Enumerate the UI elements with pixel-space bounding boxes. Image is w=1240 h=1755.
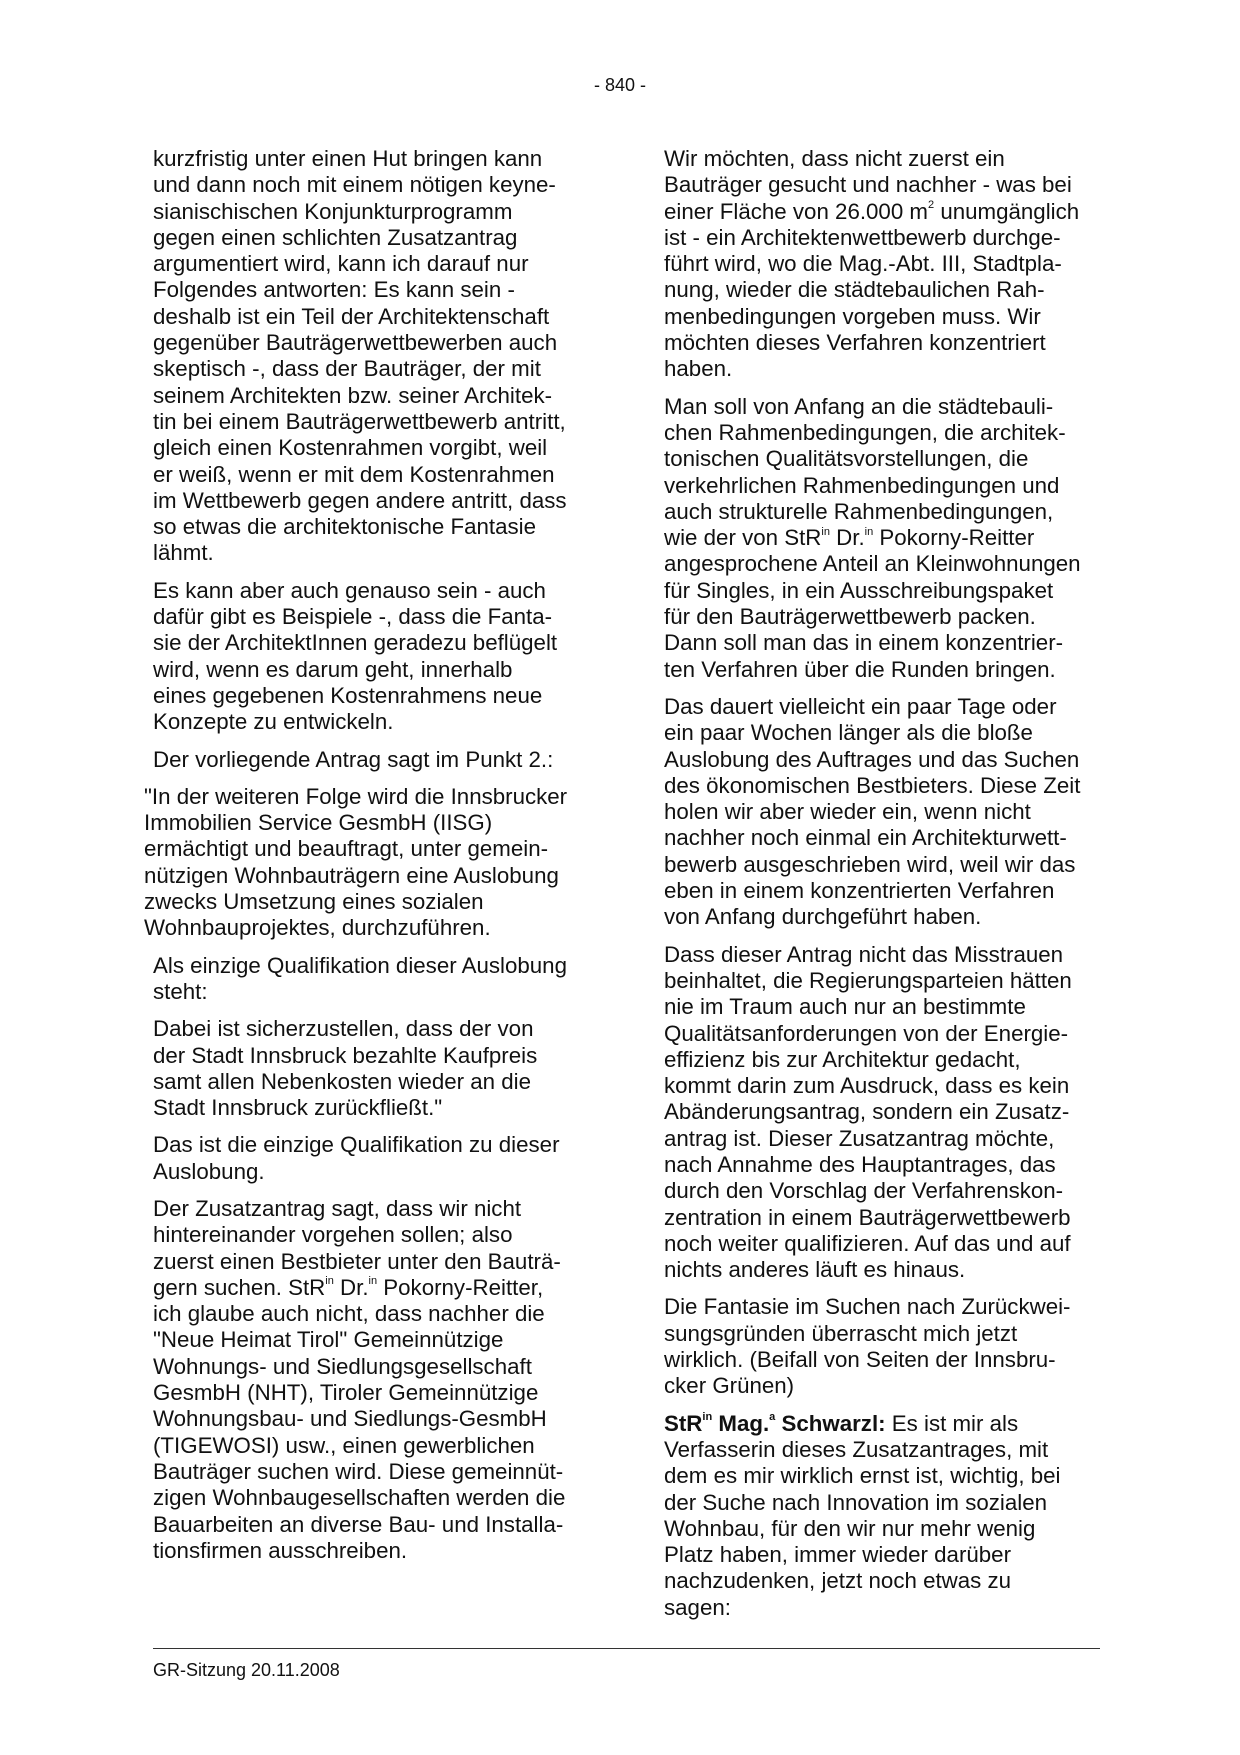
superscript: a bbox=[769, 1411, 776, 1424]
text-line: der Stadt Innsbruck bezahlte Kaufpreis bbox=[153, 1042, 538, 1068]
footer-text: GR-Sitzung 20.11.2008 bbox=[153, 1660, 340, 1680]
paragraph bbox=[153, 1196, 583, 1564]
text-line: Es kann aber auch genauso sein - auch bbox=[153, 577, 546, 603]
paragraph bbox=[664, 694, 1100, 931]
text-line: Abänderungsantrag, sondern ein Zusatz- bbox=[664, 1099, 1070, 1125]
text-line: Wohnbauprojektes, durchzuführen. bbox=[144, 915, 491, 941]
text-line: lähmt. bbox=[153, 540, 214, 566]
text-line: Dann soll man das in einem konzentrier- bbox=[664, 630, 1064, 656]
text-line: Auslobung. bbox=[153, 1158, 265, 1184]
text-line: Als einzige Qualifikation dieser Auslobung bbox=[153, 952, 567, 978]
text-line: Dass dieser Antrag nicht das Misstrauen bbox=[664, 941, 1064, 967]
paragraph bbox=[153, 953, 583, 1006]
text-line: seinem Architekten bzw. seiner Architek- bbox=[153, 382, 553, 408]
paragraph bbox=[664, 942, 1100, 1284]
text-line: nützigen Wohnbauträgern eine Auslobung bbox=[144, 862, 559, 888]
paragraph-rest bbox=[664, 551, 1100, 682]
text-line: möchten dieses Verfahren konzentriert bbox=[664, 330, 1046, 356]
text-line: verkehrlichen Rahmenbedingungen und bbox=[664, 472, 1060, 498]
speaker-name bbox=[664, 1411, 886, 1436]
text-line: so etwas die architektonische Fantasie bbox=[153, 514, 536, 540]
text-line: Verfasserin dieses Zusatzantrages, mit bbox=[664, 1436, 1049, 1462]
text-line: "Neue Heimat Tirol" Gemeinnützige bbox=[153, 1327, 504, 1353]
text-line: auch strukturelle Rahmenbedingungen, bbox=[664, 498, 1054, 524]
paragraph-rest bbox=[664, 225, 1100, 383]
text-line: Man soll von Anfang an die städtebauli- bbox=[664, 393, 1054, 419]
superscript: in bbox=[368, 1275, 378, 1288]
text-line: nung, wieder die städtebaulichen Rah- bbox=[664, 277, 1045, 303]
text-line: sagen: bbox=[664, 1594, 731, 1620]
text-segment: unumgänglich bbox=[934, 198, 1080, 224]
paragraph-rest bbox=[664, 1437, 1100, 1621]
text-line: des ökonomischen Bestbieters. Diese Zeit bbox=[664, 772, 1081, 798]
text-line: Dabei ist sicherzustellen, dass der von bbox=[153, 1016, 534, 1042]
text-line: führt wird, wo die Mag.-Abt. III, Stadtpla- bbox=[664, 251, 1062, 277]
text-line: Konzepte zu entwickeln. bbox=[153, 709, 394, 735]
superscript: in bbox=[864, 525, 874, 538]
text-line: Der vorliegende Antrag sagt im Punkt 2.: bbox=[153, 746, 554, 772]
text-line: deshalb ist ein Teil der Architektenschaft bbox=[153, 303, 550, 329]
text-line: nachzudenken, jetzt noch etwas zu bbox=[664, 1568, 1012, 1594]
text-line: Bauarbeiten an diverse Bau- und Installa- bbox=[153, 1511, 564, 1537]
text-line: skeptisch -, dass der Bauträger, der mit bbox=[153, 356, 541, 382]
text-line: Auslobung des Auftrages und das Suchen bbox=[664, 746, 1080, 772]
text-line: zigen Wohnbaugesellschaften werden die bbox=[153, 1485, 566, 1511]
text-line: Platz haben, immer wieder darüber bbox=[664, 1542, 1012, 1568]
text-line: zentration in einem Bauträgerwettbewerb bbox=[664, 1204, 1071, 1230]
text-line: Das dauert vielleicht ein paar Tage oder bbox=[664, 693, 1057, 719]
text-line: hintereinander vorgehen sollen; also bbox=[153, 1222, 513, 1248]
text-line: Wohnungs- und Siedlungsgesellschaft bbox=[153, 1353, 532, 1379]
text-line: Bauträger gesucht und nachher - was bei bbox=[664, 172, 1072, 198]
text-line: tionsfirmen ausschreiben. bbox=[153, 1537, 408, 1563]
text-line bbox=[664, 525, 1100, 551]
text-line: von Anfang durchgeführt haben. bbox=[664, 904, 982, 930]
paragraph bbox=[153, 1132, 583, 1185]
text-line: effizienz bis zur Architektur gedacht, bbox=[664, 1046, 1021, 1072]
text-line: gegenüber Bauträgerwettbewerben auch bbox=[153, 330, 558, 356]
text-line: tonischen Qualitätsvorstellungen, die bbox=[664, 446, 1029, 472]
text-segment: gern suchen. StR bbox=[153, 1274, 326, 1300]
text-line: beinhaltet, die Regierungsparteien hätten bbox=[664, 967, 1072, 993]
text-segment: Dr. bbox=[829, 525, 865, 551]
text-line: noch weiter qualifizieren. Auf das und auf bbox=[664, 1230, 1071, 1256]
text-line: zuerst einen Bestbieter unter den Bauträ- bbox=[153, 1248, 561, 1274]
text-segment: Pokorny-Reitter, bbox=[377, 1274, 544, 1300]
text-line: argumentiert wird, kann ich darauf nur bbox=[153, 251, 529, 277]
text-line: antrag ist. Dieser Zusatzantrag möchte, bbox=[664, 1125, 1055, 1151]
text-line: (TIGEWOSI) usw., einen gewerblichen bbox=[153, 1432, 535, 1458]
text-line: wirklich. (Beifall von Seiten der Innsbru- bbox=[664, 1347, 1056, 1373]
text-line: "In der weiteren Folge wird die Innsbrucker bbox=[144, 783, 568, 809]
text-line: nichts anderes läuft es hinaus. bbox=[664, 1257, 966, 1283]
text-line: eines gegebenen Kostenrahmens neue bbox=[153, 682, 543, 708]
text-line: eben in einem konzentrierten Verfahren bbox=[664, 878, 1055, 904]
text-line: ten Verfahren über die Runden bringen. bbox=[664, 656, 1056, 682]
text-line: und dann noch mit einem nötigen keyne- bbox=[153, 172, 556, 198]
text-line: kurzfristig unter einen Hut bringen kann bbox=[153, 146, 543, 171]
text-line: sungsgründen überrascht mich jetzt bbox=[664, 1320, 1018, 1346]
text-line: sianischischen Konjunkturprogramm bbox=[153, 198, 513, 224]
superscript: 2 bbox=[928, 199, 935, 212]
text-line: Immobilien Service GesmbH (IISG) bbox=[144, 810, 493, 836]
paragraph bbox=[153, 146, 583, 567]
text-line: Bauträger suchen wird. Diese gemeinnüt- bbox=[153, 1458, 564, 1484]
paragraph bbox=[153, 1016, 583, 1121]
text-line bbox=[664, 1411, 1100, 1437]
paragraph bbox=[153, 578, 583, 736]
text-line bbox=[153, 1275, 583, 1301]
text-line: nach Annahme des Hauptantrages, das bbox=[664, 1151, 1056, 1177]
text-line: Wohnbau, für den wir nur mehr wenig bbox=[664, 1515, 1036, 1541]
text-line: kommt darin zum Ausdruck, dass es kein bbox=[664, 1073, 1070, 1099]
text-line: menbedingungen vorgeben muss. Wir bbox=[664, 303, 1041, 329]
left-column bbox=[144, 146, 583, 1575]
text-line: ist - ein Architektenwettbewerb durchge- bbox=[664, 224, 1061, 250]
page-number: - 840 - bbox=[593, 75, 647, 95]
text-line: Der Zusatzantrag sagt, dass wir nicht bbox=[153, 1195, 522, 1221]
paragraph bbox=[153, 747, 583, 773]
text-line: holen wir aber wieder ein, wenn nicht bbox=[664, 799, 1031, 825]
superscript: in bbox=[821, 525, 830, 538]
text-line: zwecks Umsetzung eines sozialen bbox=[144, 889, 484, 915]
text-segment: Pokorny-Reitter bbox=[873, 525, 1035, 551]
text-line: angesprochene Anteil an Kleinwohnungen bbox=[664, 551, 1081, 577]
text-line: nie im Traum auch nur an bestimmte bbox=[664, 994, 1026, 1020]
text-line: Das ist die einzige Qualifikation zu dieser bbox=[153, 1132, 560, 1158]
text-line: ich glaube auch nicht, dass nachher die bbox=[153, 1301, 545, 1327]
superscript: in bbox=[702, 1411, 713, 1424]
text-line: wird, wenn es darum geht, innerhalb bbox=[153, 656, 513, 682]
paragraph bbox=[664, 1294, 1100, 1399]
text-line: bewerb ausgeschrieben wird, weil wir das bbox=[664, 851, 1076, 877]
text-line: der Suche nach Innovation im sozialen bbox=[664, 1489, 1047, 1515]
text-line: ermächtigt und beauftragt, unter gemein- bbox=[144, 836, 549, 862]
text-line: Die Fantasie im Suchen nach Zurückwei- bbox=[664, 1294, 1071, 1320]
text-line: gegen einen schlichten Zusatzantrag bbox=[153, 224, 518, 250]
text-line: cker Grünen) bbox=[664, 1373, 795, 1399]
text-line: durch den Vorschlag der Verfahrenskon- bbox=[664, 1178, 1064, 1204]
text-line: er weiß, wenn er mit dem Kostenrahmen bbox=[153, 461, 555, 487]
text-line: gleich einen Kostenrahmen vorgibt, weil bbox=[153, 435, 548, 461]
text-segment: Schwarzl: bbox=[775, 1410, 886, 1436]
text-line: chen Rahmenbedingungen, die architek- bbox=[664, 419, 1066, 445]
text-line: ein paar Wochen länger als die bloße bbox=[664, 720, 1033, 746]
text-line: im Wettbewerb gegen andere antritt, dass bbox=[153, 487, 567, 513]
right-column bbox=[664, 146, 1100, 1632]
text-line: steht: bbox=[153, 978, 208, 1004]
superscript: in bbox=[325, 1275, 334, 1288]
quoted-paragraph bbox=[144, 783, 583, 942]
text-line: Wir möchten, dass nicht zuerst ein bbox=[664, 146, 1005, 171]
text-line: Wohnungsbau- und Siedlungs-GesmbH bbox=[153, 1406, 547, 1432]
text-line: tin bei einem Bauträgerwettbewerb antritt, bbox=[153, 408, 566, 434]
paragraph bbox=[664, 394, 1100, 683]
text-segment: Dr. bbox=[333, 1274, 369, 1300]
text-line: Qualitätsanforderungen von der Energie- bbox=[664, 1020, 1069, 1046]
text-line: Folgendes antworten: Es kann sein - bbox=[153, 277, 515, 303]
text-line: nachher noch einmal ein Architekturwett- bbox=[664, 825, 1067, 851]
footer-divider bbox=[153, 1648, 1100, 1649]
text-line: GesmbH (NHT), Tiroler Gemeinnützige bbox=[153, 1380, 539, 1406]
text-segment: StR bbox=[664, 1410, 703, 1436]
text-line bbox=[664, 199, 1100, 225]
text-line: für Singles, in ein Ausschreibungspaket bbox=[664, 577, 1054, 603]
text-segment: wie der von StR bbox=[664, 525, 822, 551]
text-line: Stadt Innsbruck zurückfließt." bbox=[153, 1095, 443, 1121]
text-segment: einer Fläche von 26.000 m bbox=[664, 198, 929, 224]
text-line: dem es mir wirklich ernst ist, wichtig, bei bbox=[664, 1463, 1061, 1489]
text-line: sie der ArchitektInnen geradezu beflügelt bbox=[153, 630, 558, 656]
paragraph-rest bbox=[153, 1301, 583, 1564]
paragraph bbox=[664, 146, 1100, 383]
text-segment: Es ist mir als bbox=[885, 1410, 1019, 1436]
text-line: haben. bbox=[664, 356, 733, 382]
text-line: dafür gibt es Beispiele -, dass die Fanta- bbox=[153, 604, 553, 630]
text-line: samt allen Nebenkosten wieder an die bbox=[153, 1068, 532, 1094]
paragraph-start bbox=[664, 394, 1100, 525]
text-line: für den Bauträgerwettbewerb packen. bbox=[664, 604, 1036, 630]
paragraph bbox=[664, 1411, 1100, 1621]
text-segment: Mag. bbox=[712, 1410, 770, 1436]
